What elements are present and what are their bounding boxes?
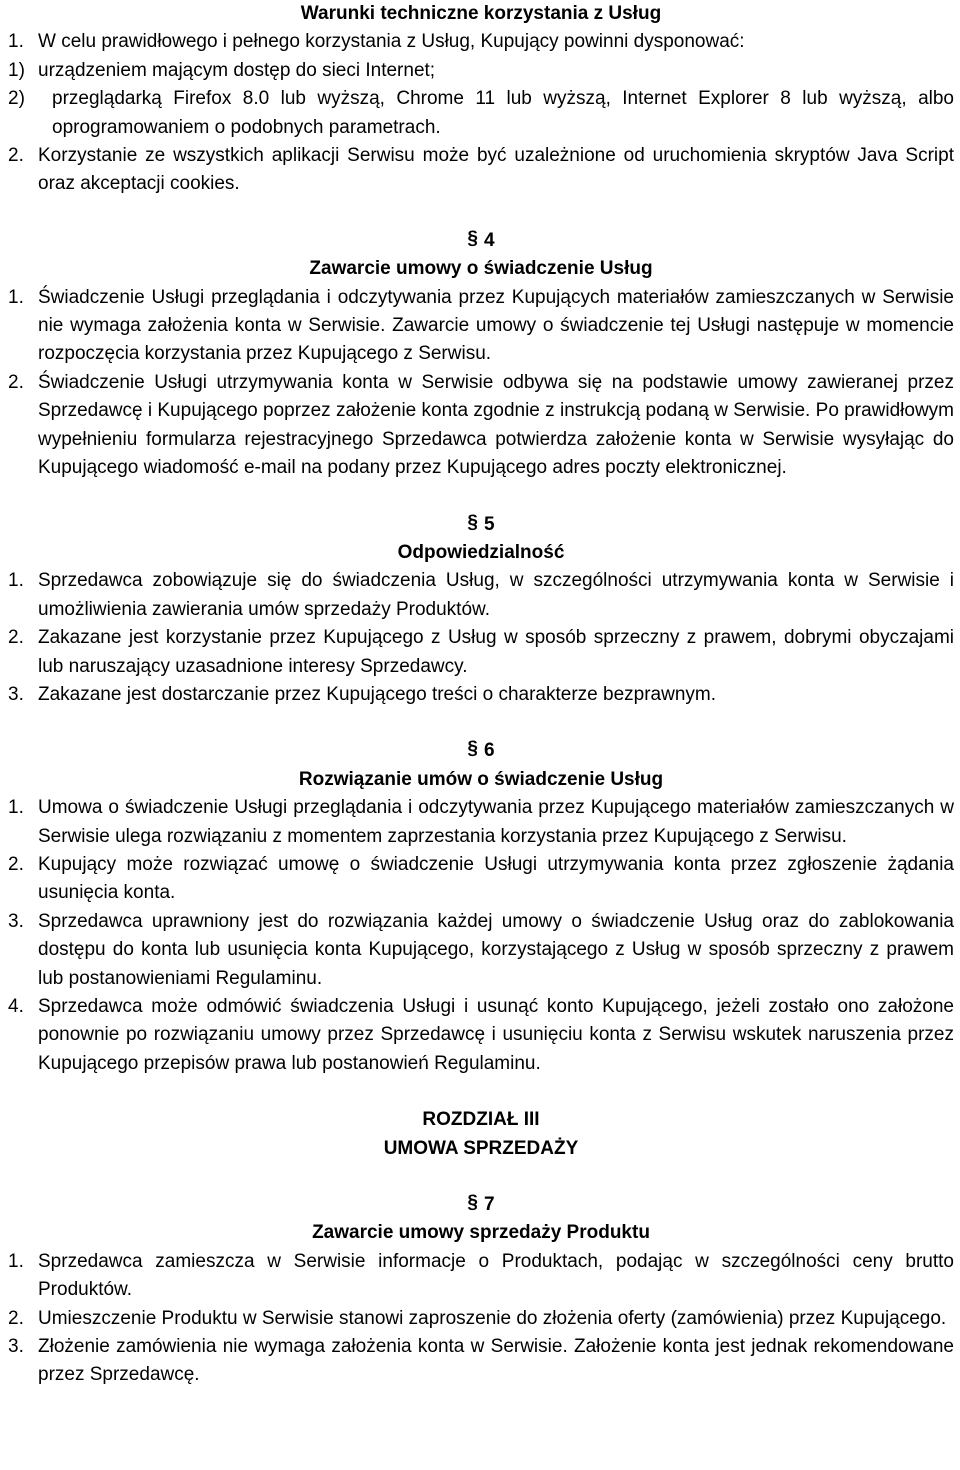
paragraph-symbol: § [467, 1192, 478, 1214]
item-number: 1. [8, 1250, 24, 1272]
item-number: 2. [8, 627, 24, 649]
list-item [8, 567, 954, 624]
item-number: 1. [8, 286, 24, 308]
list-item [8, 1305, 954, 1333]
list-item [8, 142, 954, 199]
item-number: 2. [8, 853, 24, 875]
paragraph-symbol: § [467, 227, 478, 249]
item-text: Umowa o świadczenie Usługi przeglądania i odczytywania przez Kupującego materiałów zamieszczanych w Serwisie ulega rozwiązaniu z momentem zaprzestania korzystania przez Kupującego z Serwisu. [38, 797, 954, 847]
list-item [8, 681, 954, 709]
section-title: Rozwiązanie umów o świadczenie Usług [298, 768, 664, 790]
item-number: 1. [8, 797, 24, 819]
list-item [8, 624, 954, 681]
list-item [8, 28, 954, 56]
item-text: Świadczenie Usługi przeglądania i odczytywania przez Kupujących materiałów zamieszczanych w Serwisie nie wymaga założenia konta w Serwisie. Zawarcie umowy o świadczenie tej Usługi następuje w momencie rozpoczęcia korzystania przez Kupującego z Serwisu. [38, 286, 954, 365]
item-number: 2. [8, 145, 24, 167]
spacer [8, 709, 954, 737]
spacer [8, 483, 954, 511]
section-number-value: 5 [484, 513, 495, 535]
item-number: 1. [8, 31, 24, 53]
item-number: 1. [8, 570, 24, 592]
section-number-value: 4 [484, 229, 495, 251]
item-text: W celu prawidłowego i pełnego korzystania z Usług, Kupujący powinni dysponować: [38, 31, 745, 53]
item-text: przeglądarką Firefox 8.0 lub wyższą, Chrome 11 lub wyższą, Internet Explorer 8 lub wyższą, albo oprogramowaniem o podobnych parametrach. [52, 88, 954, 138]
section-number [8, 511, 954, 539]
list-item [8, 851, 954, 908]
list-item [8, 1333, 954, 1390]
item-text: Zakazane jest dostarczanie przez Kupującego treści o charakterze bezprawnym. [38, 683, 717, 705]
item-text: Sprzedawca zamieszcza w Serwisie informacje o Produktach, podając w szczególności ceny brutto Produktów. [38, 1250, 954, 1301]
item-number: 3. [8, 910, 24, 932]
section-number [8, 1191, 954, 1219]
paragraph-symbol: § [467, 511, 478, 533]
item-number: 2. [8, 1307, 24, 1329]
section-number-value: 7 [484, 1194, 495, 1216]
item-text: Sprzedawca zobowiązuje się do świadczenia Usług, w szczególności utrzymywania konta w Serwisie i umożliwienia zawierania umów sprzedaży Produktów. [38, 570, 954, 620]
spacer [8, 199, 954, 227]
list-item [8, 1248, 954, 1305]
list-item [8, 284, 954, 369]
chapter-number: ROZDZIAŁ III [422, 1109, 540, 1131]
section-number [8, 737, 954, 765]
section-title: Zawarcie umowy sprzedaży Produktu [312, 1222, 650, 1244]
list-item [8, 908, 954, 993]
list-item [8, 85, 954, 142]
spacer [8, 1078, 954, 1106]
item-number: 1) [8, 59, 25, 81]
list-item [8, 794, 954, 851]
section-title: Odpowiedzialność [397, 541, 565, 563]
item-number: 3. [8, 683, 24, 705]
chapter-title: UMOWA SPRZEDAŻY [383, 1137, 579, 1159]
item-text: Sprzedawca uprawniony jest do rozwiązania każdej umowy o świadczenie Usług oraz do zablokowania dostępu do konta lub usunięcia konta Kupującego, korzystającego z Usług w sposób sprzeczny z prawem lub postanowieniami Regulaminu. [38, 910, 954, 989]
tech-conditions-title: Warunki techniczne korzystania z Usług [300, 3, 662, 24]
list-item [8, 993, 954, 1078]
item-text: Korzystanie ze wszystkich aplikacji Serwisu może być uzależnione od uruchomienia skryptów Java Script oraz akceptacji cookies. [38, 145, 954, 195]
item-text: urządzeniem mającym dostęp do sieci Internet; [38, 59, 436, 81]
item-text: Złożenie zamówienia nie wymaga założenia konta w Serwisie. Założenie konta jest jednak rekomendowane przez Sprzedawcę. [38, 1336, 954, 1386]
item-number: 2) [8, 88, 25, 110]
item-text: Umieszczenie Produktu w Serwisie stanowi zaproszenie do złożenia oferty (zamówienia) przez Kupującego. [38, 1307, 947, 1329]
item-text: Kupujący może rozwiązać umowę o świadczenie Usługi utrzymywania konta przez zgłoszenie żądania usunięcia konta. [38, 853, 954, 904]
section-number [8, 227, 954, 255]
spacer [8, 1163, 954, 1191]
item-number: 2. [8, 371, 24, 393]
section-number-value: 6 [484, 740, 495, 762]
item-number: 3. [8, 1336, 24, 1358]
item-text: Sprzedawca może odmówić świadczenia Usługi i usunąć konto Kupującego, jeżeli zostało ono założone ponownie po rozwiązaniu umowy przez Sprzedawcę i usunięciu konta z Serwisu wskutek naruszenia przez Kupującego przepisów prawa lub postanowień Regulaminu. [38, 996, 954, 1074]
item-text: Świadczenie Usługi utrzymywania konta w Serwisie odbywa się na podstawie umowy zawieranej przez Sprzedawcę i Kupującego poprzez założenie konta zgodnie z instrukcją podaną w Serwisie. Po prawidłowym wypełnieniu formularza rejestracyjnego Sprzedawca potwierdza założenie konta w Serwisie wysyłając do Kupującego wiadomość e-mail na podany przez Kupującego adres poczty elektronicznej. [38, 371, 954, 479]
list-item [8, 369, 954, 483]
section-title: Zawarcie umowy o świadczenie Usług [309, 258, 653, 280]
paragraph-symbol: § [467, 738, 478, 760]
list-item [8, 57, 954, 85]
item-text: Zakazane jest korzystanie przez Kupującego z Usług w sposób sprzeczny z prawem, dobrymi obyczajami lub naruszający uzasadnione interesy Sprzedawcy. [38, 627, 954, 677]
item-number: 4. [8, 996, 24, 1017]
